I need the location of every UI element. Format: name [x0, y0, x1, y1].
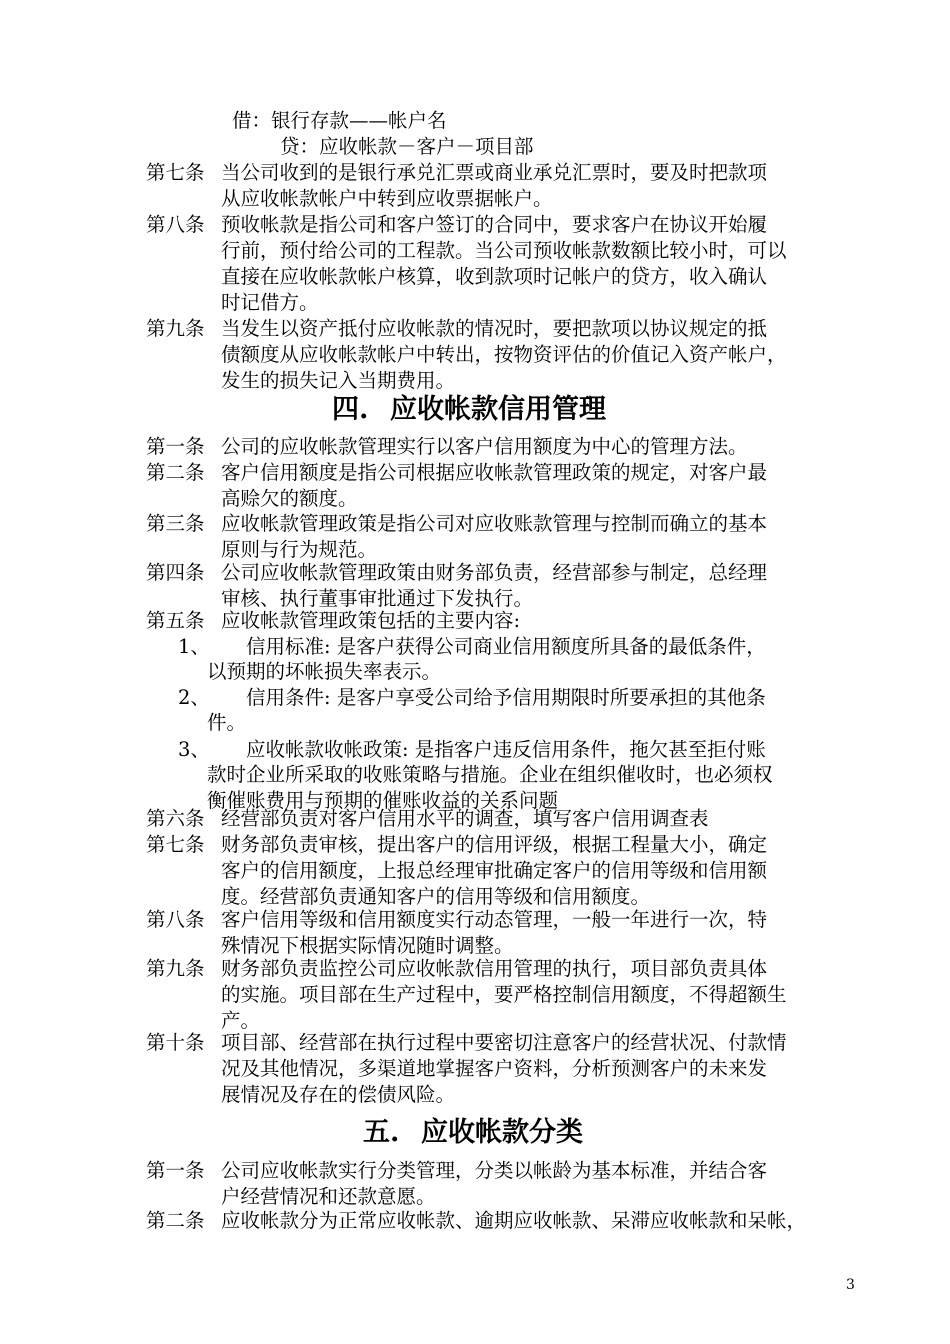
- article-text: 经营部负责对客户信用水平的调查，填写客户信用调查表: [221, 807, 709, 830]
- article-text: 应收帐款管理政策是指公司对应收账款管理与控制而确立的基本 原则与行为规范。: [221, 512, 768, 561]
- section-heading: [332, 393, 606, 427]
- article-text: 公司应收帐款管理政策由财务部负责，经营部参与制定，总经理 审核、执行董事审批通过下发执行。: [221, 561, 768, 610]
- article-text: 公司的应收帐款管理实行以客户信用额度为中心的管理方法。: [221, 435, 748, 458]
- section-heading: [363, 1116, 583, 1150]
- item-text-cont: 以预期的坏帐损失率表示。: [207, 660, 442, 683]
- article-label: 第七条: [146, 833, 205, 856]
- article-label: 第十条: [146, 1031, 205, 1054]
- article-label: 第八条: [146, 908, 205, 931]
- section-title: 应收帐款分类: [421, 1117, 583, 1148]
- article-label: 第五条: [146, 609, 205, 632]
- item-text: 应收帐款收帐政策: 是指客户违反信用条件，拖欠甚至拒付账: [246, 738, 766, 761]
- article-text: 客户信用等级和信用额度实行动态管理，一般一年进行一次，特 殊情况下根据实际情况随时调整。: [221, 908, 768, 957]
- section-number: 四.: [332, 394, 369, 425]
- article-text: 当公司收到的是银行承兑汇票或商业承兑汇票时，要及时把款项 从应收帐款帐户中转到应收票据帐户。: [221, 161, 768, 210]
- article-text: 应收帐款管理政策包括的主要内容:: [221, 609, 521, 632]
- item-text: 信用条件: 是客户享受公司给予信用期限时所要承担的其他条: [246, 686, 766, 709]
- article-text: 客户信用额度是指公司根据应收帐款管理政策的规定，对客户最 高赊欠的额度。: [221, 461, 768, 510]
- article-label: 第九条: [146, 317, 205, 340]
- article-label: 第九条: [146, 957, 205, 980]
- article-label: 第四条: [146, 561, 205, 584]
- article-label: 第二条: [146, 1209, 205, 1232]
- page-number: 3: [846, 1277, 855, 1293]
- article-text: 项目部、经营部在执行过程中要密切注意客户的经营状况、付款情 况及其他情况，多渠道地掌握客户资料，分析预测客户的未来发 展情况及存在的偿债风险。: [221, 1031, 787, 1106]
- article-text: 财务部负责监控公司应收帐款信用管理的执行，项目部负责具体 的实施。项目部在生产过程中，要严格控制信用额度，不得超额生 产。: [221, 957, 787, 1032]
- article-text: 公司应收帐款实行分类管理，分类以帐龄为基本标准，并结合客 户经营情况和还款意愿。: [221, 1159, 768, 1208]
- debit-entry: 借：银行存款——帐户名: [232, 109, 447, 132]
- section-number: 五.: [363, 1117, 400, 1148]
- item-text-cont: 件。: [207, 711, 247, 734]
- item-text: 信用标准: 是客户获得公司商业信用额度所具备的最低条件，: [246, 635, 766, 658]
- article-label: 第八条: [146, 213, 205, 236]
- item-text-cont: 款时企业所采取的收账策略与措施。企业在组织催收时，也必须权 衡催账费用与预期的催账收益的关系问题: [207, 763, 773, 812]
- article-label: 第一条: [146, 435, 205, 458]
- article-label: 第一条: [146, 1159, 205, 1182]
- article-text: 当发生以资产抵付应收帐款的情况时，要把款项以协议规定的抵 债额度从应收帐款帐户中转出，按物资评估的价值记入资产帐户， 发生的损失记入当期费用。: [221, 317, 787, 392]
- article-label: 第六条: [146, 807, 205, 830]
- credit-entry: 贷：应收帐款－客户－项目部: [280, 135, 534, 158]
- item-number: 1、: [178, 635, 210, 658]
- article-text: 财务部负责审核，提出客户的信用评级，根据工程量大小，确定 客户的信用额度，上报总经理审批确定客户的信用等级和信用额 度。经营部负责通知客户的信用等级和信用额度。: [221, 833, 768, 908]
- article-label: 第三条: [146, 512, 205, 535]
- item-number: 3、: [178, 738, 210, 761]
- article-text: 预收帐款是指公司和客户签订的合同中，要求客户在协议开始履 行前，预付给公司的工程款。当公司预收帐款数额比较小时，可以 直接在应收帐款帐户核算，收到款项时记帐户的贷方，收入确认 时记借方。: [221, 213, 787, 314]
- section-title: 应收帐款信用管理: [390, 394, 606, 425]
- article-label: 第二条: [146, 461, 205, 484]
- article-label: 第七条: [146, 161, 205, 184]
- article-text: 应收帐款分为正常应收帐款、逾期应收帐款、呆滞应收帐款和呆帐，: [221, 1209, 807, 1232]
- item-number: 2、: [178, 686, 210, 709]
